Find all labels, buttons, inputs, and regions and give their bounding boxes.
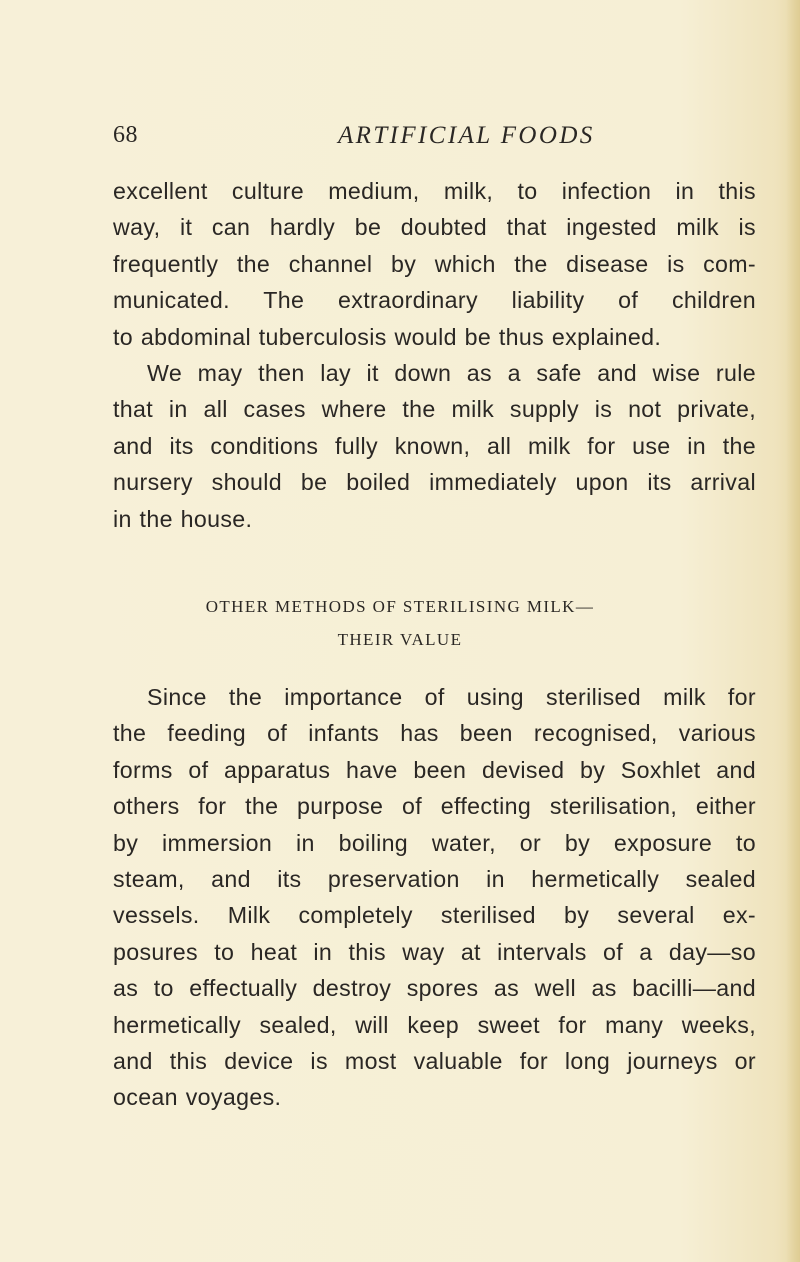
text-line: the feeding of infants has been recognised, various [113, 720, 756, 747]
text-line: Since the importance of using sterilised milk for [147, 684, 756, 710]
running-title: ARTIFICIAL FOODS [338, 122, 595, 149]
text-line: that in all cases where the milk supply is not private, [113, 396, 756, 423]
running-head [0, 122, 800, 158]
text-line: by immersion in boiling water, or by exposure to [113, 829, 756, 856]
text-line: municated. The extraordinary liability of children [113, 287, 756, 314]
text-line: frequently the channel by which the disease is com- [113, 250, 756, 277]
text-line: in the house. [113, 505, 253, 532]
page-number: 68 [113, 122, 138, 148]
paragraph-sterilising [113, 679, 756, 1116]
text-line: vessels. Milk completely sterilised by several ex- [113, 902, 756, 929]
text-line: and this device is most valuable for long journeys or [113, 1048, 756, 1075]
paragraph-rule [113, 355, 756, 537]
text-line: steam, and its preservation in hermetically sealed [113, 866, 756, 893]
text-line: hermetically sealed, will keep sweet for many weeks, [113, 1011, 756, 1038]
text-line: forms of apparatus have been devised by Soxhlet and [113, 756, 756, 783]
text-line: posures to heat in this way at intervals of a day—so [113, 938, 756, 965]
text-line: ocean voyages. [113, 1084, 282, 1111]
text-line: and its conditions fully known, all milk for use in the [113, 432, 756, 459]
paragraph-continued [113, 173, 756, 355]
text-line: others for the purpose of effecting sterilisation, either [113, 793, 756, 820]
text-line: excellent culture medium, milk, to infection in this [113, 178, 756, 204]
section-heading-line-2: THEIR VALUE [337, 630, 463, 649]
section-heading-line-1: OTHER METHODS OF STERILISING MILK— [205, 597, 595, 616]
text-line: as to effectually destroy spores as well as bacilli—and [113, 975, 756, 1002]
text-line: way, it can hardly be doubted that ingested milk is [113, 214, 756, 241]
text-line: We may then lay it down as a safe and wise rule [147, 360, 756, 386]
text-line: to abdominal tuberculosis would be thus explained. [113, 323, 662, 350]
text-line: nursery should be boiled immediately upon its arrival [113, 469, 756, 496]
section-heading [0, 590, 800, 656]
